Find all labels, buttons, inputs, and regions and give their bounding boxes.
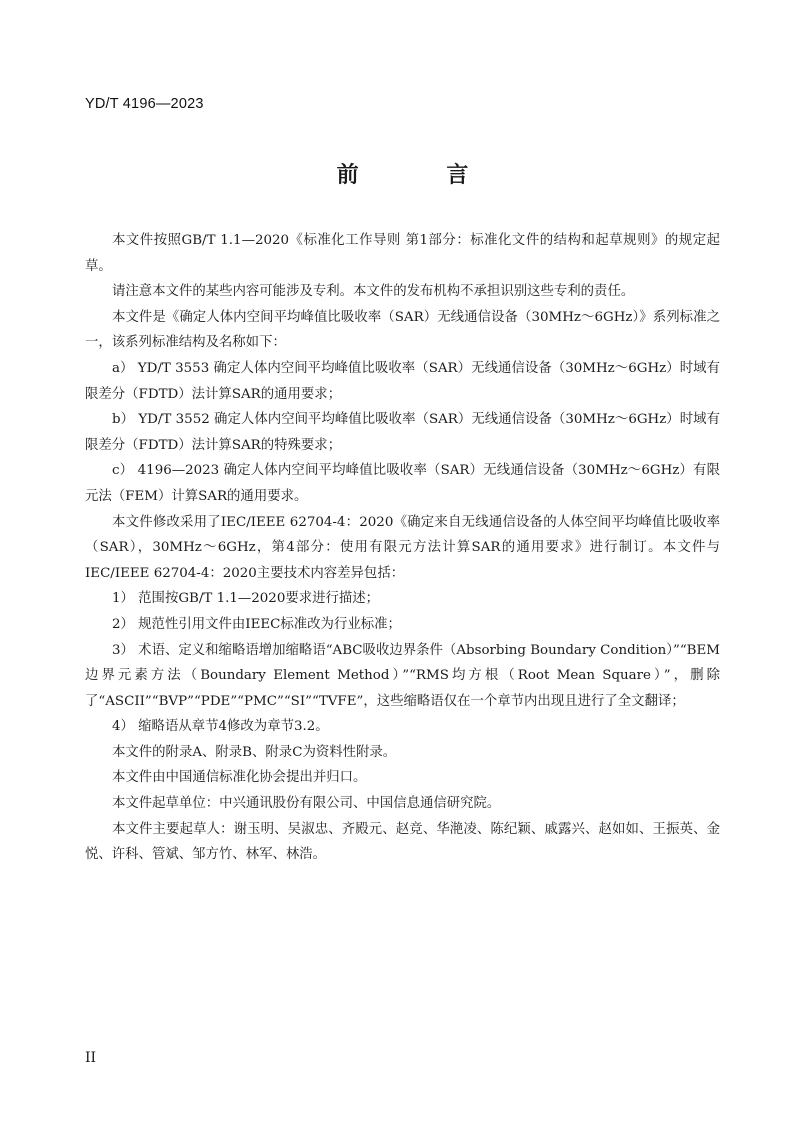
- list-item: c） 4196—2023 确定人体内空间平均峰值比吸收率（SAR）无线通信设备（30MHz～6GHz）有限元法（FEM）计算SAR的通用要求。: [85, 463, 720, 504]
- list-item: 3） 术语、定义和缩略语增加缩略语“ABC吸收边界条件（Absorbing Boundary Condition）”“BEM边界元素方法（Boundary Element Method）”“RMS均方根（Root Mean Square）”，删除了“ASCII”“BVP”“PDE”“PMC”“SI”“TVFE”，这些缩略语仅在一个章节内出现且进行了全文翻译；: [85, 642, 720, 709]
- paragraph: 本文件由中国通信标准化协会提出并归口。: [112, 770, 367, 786]
- page-number: II: [85, 1050, 97, 1066]
- paragraph: 本文件修改采用了IEC/IEEE 62704-4：2020《确定来自无线通信设备的人体空间平均峰值比吸收率（SAR），30MHz～6GHz，第4部分：使用有限元方法计算SAR的通用要求》进行制订。本文件与IEC/IEEE 62704-4：2020主要技术内容差异包括：: [85, 514, 720, 581]
- list-item: 1） 范围按GB/T 1.1—2020要求进行描述；: [112, 591, 380, 607]
- paragraph: 本文件起草单位：中兴通讯股份有限公司、中国信息通信研究院。: [112, 796, 501, 812]
- list-item: 2） 规范性引用文件由IEEC标准改为行业标准；: [112, 616, 401, 632]
- paragraph: 请注意本文件的某些内容可能涉及专利。本文件的发布机构不承担识别这些专利的责任。: [112, 284, 635, 300]
- list-item: b） YD/T 3552 确定人体内空间平均峰值比吸收率（SAR）无线通信设备（30MHz～6GHz）时域有限差分（FDTD）法计算SAR的特殊要求；: [85, 412, 720, 453]
- paragraph: 本文件是《确定人体内空间平均峰值比吸收率（SAR）无线通信设备（30MHz～6GHz）》系列标准之一，该系列标准结构及名称如下：: [85, 309, 720, 351]
- paragraph: 本文件主要起草人：谢玉明、吴淑忠、齐殿元、赵竞、华滟凌、陈纪颖、戚露兴、赵如如、王振英、金悦、许科、管斌、邹方竹、林军、林浩。: [85, 821, 720, 863]
- list-item: a） YD/T 3553 确定人体内空间平均峰值比吸收率（SAR）无线通信设备（30MHz～6GHz）时域有限差分（FDTD）法计算SAR的通用要求；: [85, 360, 720, 402]
- foreword-body: [85, 228, 720, 868]
- paragraph: 本文件的附录A、附录B、附录C为资料性附录。: [112, 744, 397, 760]
- paragraph: 本文件按照GB/T 1.1—2020《标准化工作导则 第1部分：标准化文件的结构和起草规则》的规定起草。: [85, 233, 720, 274]
- document-number: YD/T 4196—2023: [85, 96, 204, 112]
- list-item: 4） 缩略语从章节4修改为章节3.2。: [112, 719, 329, 735]
- page-title: 前 言: [336, 163, 509, 188]
